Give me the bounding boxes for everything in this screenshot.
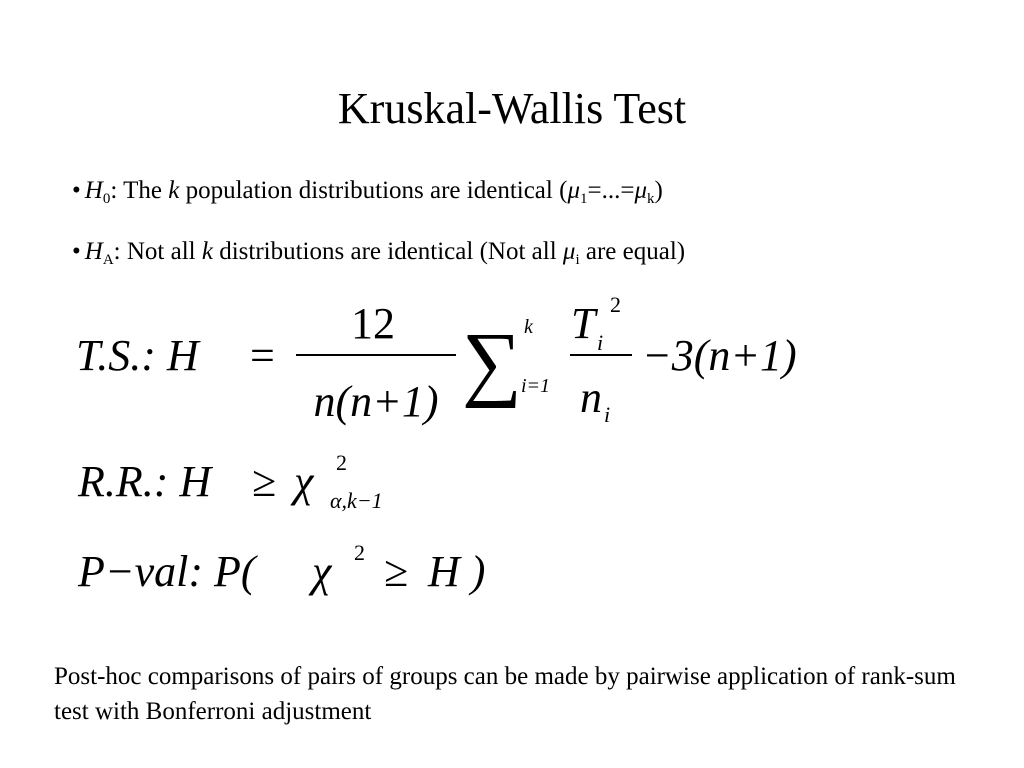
geq-sign: ≥: [384, 547, 409, 596]
summation-symbol: ∑: [462, 316, 522, 409]
bullet-text: : The: [110, 177, 169, 204]
mu-subscript: 1: [580, 191, 588, 207]
rejection-region-label: R.R.: H: [78, 457, 212, 506]
bullet-text: : Not all: [113, 238, 202, 265]
test-statistic-formula: [76, 292, 797, 427]
chi-symbol: χ: [294, 457, 314, 506]
hypothesis-symbol: H: [84, 177, 103, 204]
bullet-marker: •: [72, 177, 81, 204]
chi-subscript: α,k−1: [330, 488, 383, 513]
bullet-text: =...=: [587, 177, 635, 204]
chi-symbol: χ: [312, 547, 332, 596]
p-value-tail: H ): [428, 547, 486, 596]
term-numerator-subscript: i: [597, 330, 604, 355]
test-statistic-label: T.S.: H: [76, 331, 199, 380]
equals-sign: =: [250, 331, 275, 380]
p-value-label: P−val: P(: [78, 547, 256, 596]
mu-subscript: i: [575, 252, 580, 268]
bullet-text: ): [654, 177, 663, 204]
bullet-text: population distributions are identical (: [179, 177, 568, 204]
p-value-formula: [77, 540, 485, 596]
fraction-numerator: 12: [351, 299, 395, 348]
term-denominator-subscript: i: [604, 402, 611, 427]
mu-subscript: k: [647, 191, 655, 207]
mu-symbol: μ: [562, 238, 576, 265]
bullet-marker: •: [72, 238, 81, 265]
formula-tail: −3(n+1): [642, 331, 797, 380]
rejection-region-formula: [77, 450, 383, 513]
geq-sign: ≥: [252, 457, 277, 506]
chi-superscript: 2: [336, 450, 347, 475]
bullet-text: distributions are identical (Not all: [212, 238, 563, 265]
term-numerator-superscript: 2: [610, 292, 621, 317]
term-numerator: T: [571, 299, 596, 348]
hypothesis-subscript: A: [102, 252, 114, 268]
sum-lower-limit: i=1: [521, 375, 551, 397]
variable-k: k: [168, 177, 180, 204]
hypothesis-symbol: H: [84, 238, 103, 265]
bullet-text: are equal): [579, 238, 686, 265]
fraction-denominator: n(n+1): [313, 377, 439, 426]
hypothesis-subscript: 0: [102, 191, 111, 207]
mu-symbol: μ: [634, 177, 648, 204]
mu-symbol: μ: [567, 177, 580, 204]
slide-title: Kruskal-Wallis Test: [337, 84, 687, 133]
post-hoc-note: Post-hoc comparisons of pairs of groups can be made by pairwise application of rank-sum test with Bonferroni adjustment: [54, 663, 956, 725]
variable-k: k: [201, 238, 213, 265]
sum-upper-limit: k: [524, 316, 533, 338]
term-denominator: n: [580, 373, 602, 422]
chi-superscript: 2: [354, 540, 365, 565]
